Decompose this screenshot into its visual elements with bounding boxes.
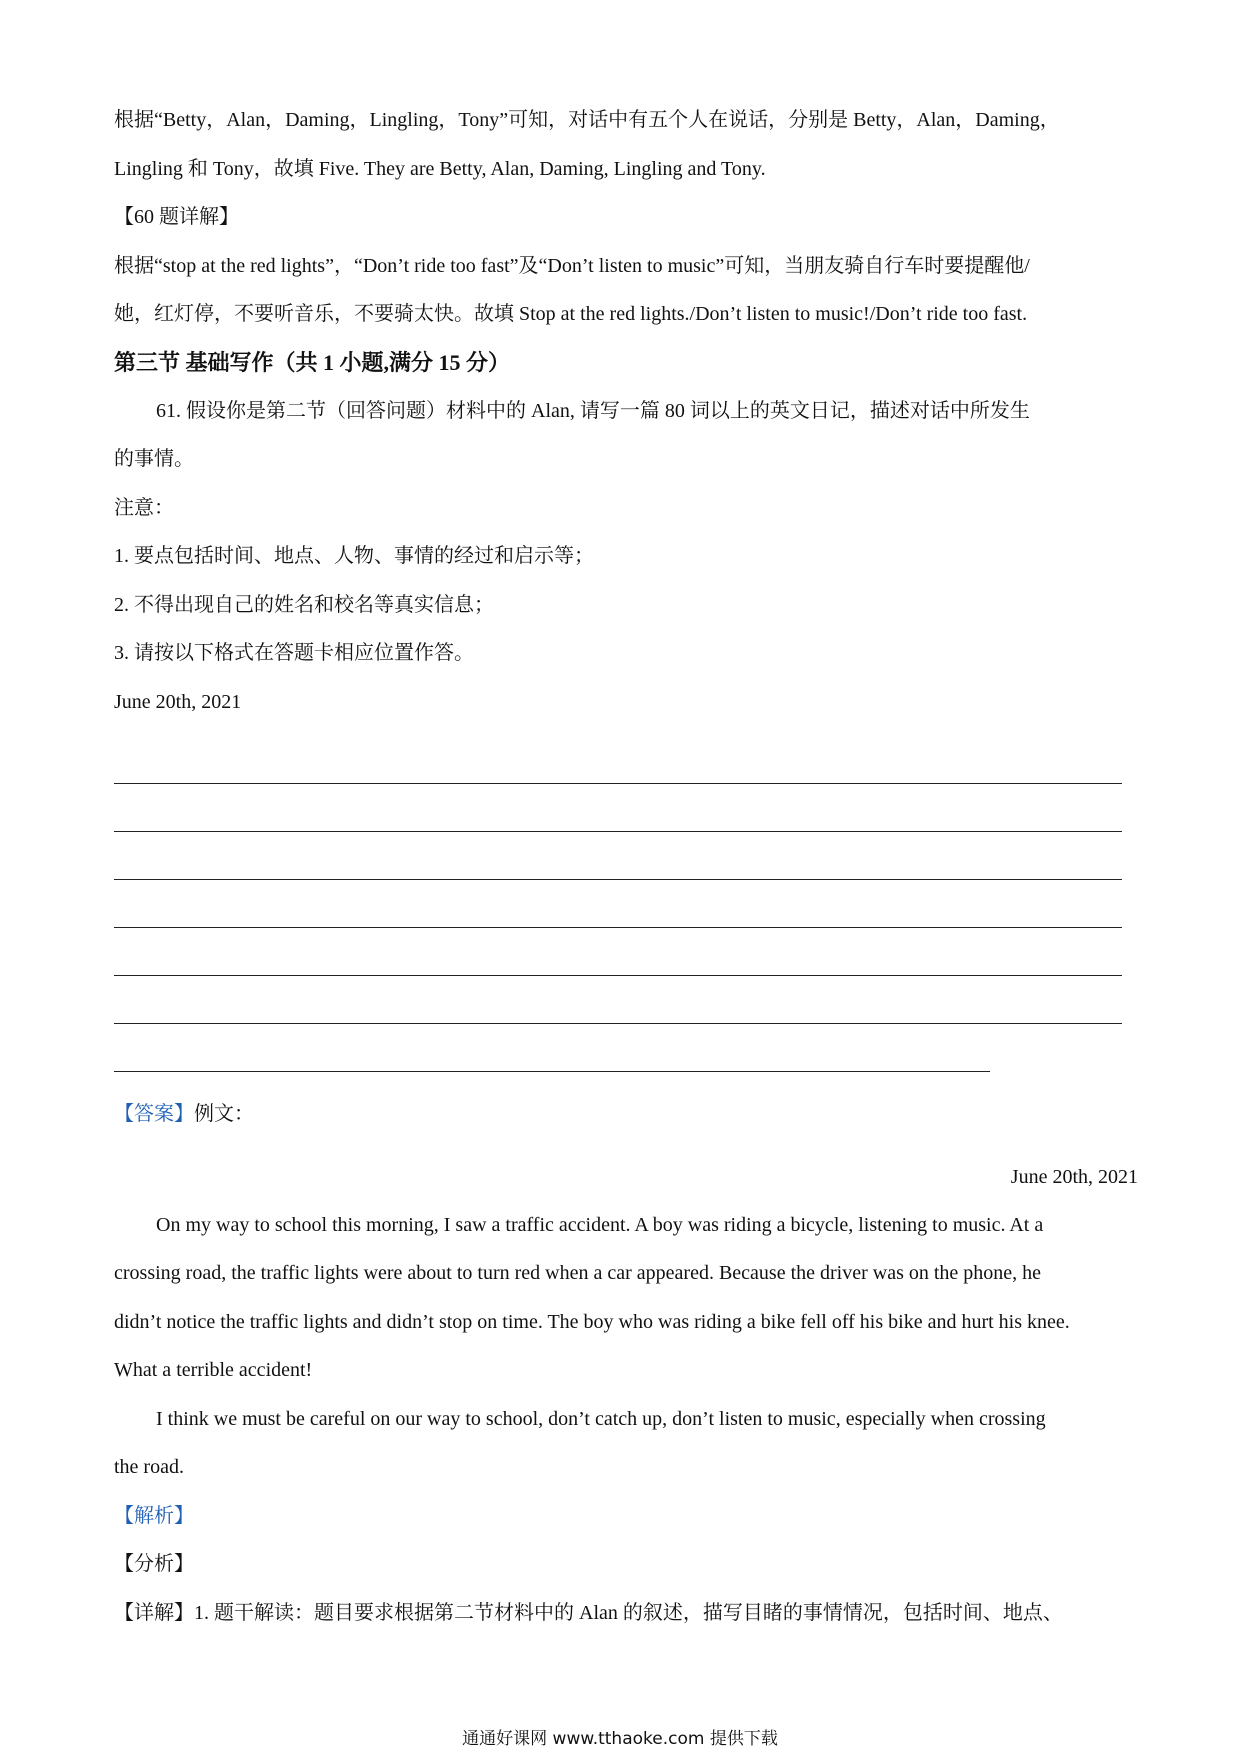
answer-heading: [114, 1090, 1138, 1139]
answer-label: 例文：: [194, 1103, 254, 1125]
answer-date: June 20th, 2021: [1010, 1165, 1138, 1188]
answer-para1-line-3: didn’t notice the traffic lights and didn’t stop on time. The boy who was riding a bike fell off his bike and hurt his knee.: [114, 1310, 1070, 1333]
analysis-fenxi: 【分析】: [114, 1553, 194, 1575]
answer-para1-line-2: crossing road, the traffic lights were about to turn red when a car appeared. Because the driver was on the phone, he: [114, 1262, 1042, 1284]
writing-line[interactable]: [114, 1024, 990, 1072]
answer-para2-line-1: I think we must be careful on our way to school, don’t catch up, don’t listen to music, especially when crossing: [156, 1407, 1046, 1430]
q61-date: June 20th, 2021: [114, 690, 242, 713]
q61-note-2: 2. 不得出现自己的姓名和校名等真实信息；: [114, 593, 494, 616]
answer-writing-lines: [114, 736, 1138, 1072]
q61-notes-label: 注意：: [114, 496, 174, 519]
writing-line[interactable]: [114, 928, 1122, 976]
q60-header: 【60 题详解】: [114, 206, 239, 228]
answer-para1-line-1: On my way to school this morning, I saw a traffic accident. A boy was riding a bicycle, listening to music. At a: [156, 1213, 1044, 1236]
analysis-detail-tag: 【详解】: [114, 1601, 194, 1624]
section3-title: 第三节 基础写作（共 1 小题,满分 15 分）: [114, 349, 511, 375]
q61-prompt-line-1: 61. 假设你是第二节（回答问题）材料中的 Alan, 请写一篇 80 词以上的英文日记，描述对话中所发生: [156, 399, 1030, 422]
answer-para1-line-4: What a terrible accident!: [114, 1359, 313, 1381]
q60-line-1: 根据“stop at the red lights”，“Don’t ride too fast”及“Don’t listen to music”可知，当朋友骑自行车时要提醒他/: [114, 254, 1030, 277]
analysis-detail: [114, 1589, 1138, 1638]
q61-note-3: 3. 请按以下格式在答题卡相应位置作答。: [114, 642, 474, 664]
writing-line[interactable]: [114, 976, 1122, 1024]
document-page: [114, 96, 1138, 1637]
q61-note-1: 1. 要点包括时间、地点、人物、事情的经过和启示等；: [114, 545, 594, 567]
q61-prompt-line-2: 的事情。: [114, 448, 194, 470]
prev-explanation-line-2: Lingling 和 Tony，故填 Five. They are Betty, Alan, Daming, Lingling and Tony.: [114, 157, 766, 180]
writing-line[interactable]: [114, 736, 1122, 784]
q60-line-2: 她，红灯停，不要听音乐，不要骑太快。故填 Stop at the red lights./Don’t listen to music!/Don’t ride too fast.: [114, 303, 1028, 325]
prev-explanation-line-1: 根据“Betty，Alan，Daming，Lingling，Tony”可知，对话中有五个人在说话，分别是 Betty，Alan，Daming，: [114, 109, 1060, 131]
analysis-detail-text: 1. 题干解读：题目要求根据第二节材料中的 Alan 的叙述，描写目睹的事情情况，包括时间、地点、: [194, 1601, 1063, 1624]
writing-line[interactable]: [114, 880, 1122, 928]
answer-para2-line-2: the road.: [114, 1456, 184, 1478]
writing-line[interactable]: [114, 784, 1122, 832]
page-footer: 通通好课网 www.tthaoke.com 提供下载: [462, 1729, 778, 1749]
writing-line[interactable]: [114, 832, 1122, 880]
analysis-tag: 【解析】: [114, 1504, 194, 1527]
answer-tag: 【答案】: [114, 1103, 194, 1125]
